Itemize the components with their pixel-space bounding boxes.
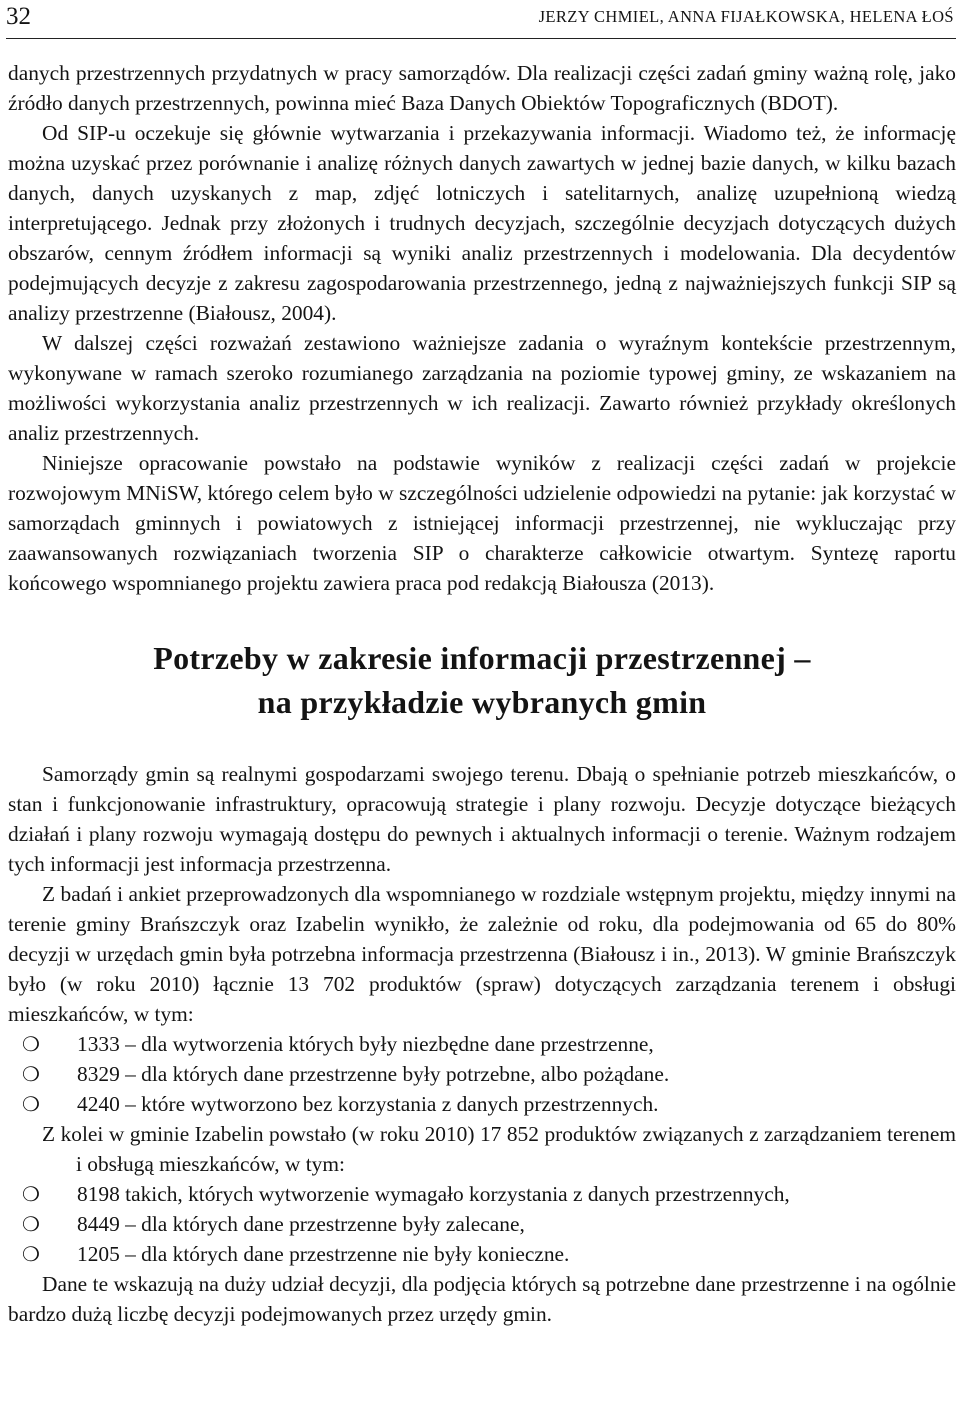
page-header	[6, 0, 956, 34]
list-item	[22, 1209, 956, 1239]
section-heading-line: Potrzeby w zakresie informacji przestrzennej –	[153, 640, 811, 676]
list-item-text: 8329 – dla których dane przestrzenne były potrzebne, albo pożądane.	[77, 1062, 670, 1086]
paragraph: Niniejsze opracowanie powstało na podstawie wyników z realizacji części zadań w projekcie rozwojowym MNiSW, którego celem było w szczególności udzielenie odpowiedzi na pytanie: jak korzystać w samorządach gminnych i powiatowych z istniejącej informacji przestrzennej, nie wykluczając przy zaawansowanych rozwiązaniach tworzenia SIP o charakterze całkowicie otwartym. Syntezę raportu końcowego wspomnianego projektu zawiera praca pod redakcją Białousza (2013).	[8, 451, 956, 595]
header-rule	[6, 38, 956, 39]
circle-bullet-icon: ❍	[22, 1182, 40, 1206]
running-title: JERZY CHMIEL, ANNA FIJAŁKOWSKA, HELENA ŁOŚ	[538, 7, 954, 26]
circle-bullet-icon: ❍	[22, 1062, 40, 1086]
paragraph: Dane te wskazują na duży udział decyzji, dla podjęcia których są potrzebne dane przestrzenne i na ogólnie bardzo dużą liczbę decyzji podejmowanych przez urzędy gmin.	[8, 1272, 956, 1326]
circle-bullet-icon: ❍	[22, 1092, 40, 1116]
bullet-list-branszczyk	[8, 1029, 956, 1119]
circle-bullet-icon: ❍	[22, 1032, 40, 1056]
list-item-text: 1333 – dla wytworzenia których były niezbędne dane przestrzenne,	[77, 1032, 654, 1056]
paragraph: Z kolei w gminie Izabelin powstało (w roku 2010) 17 852 produktów związanych z zarządzaniem terenem i obsługą mieszkańców, w tym:	[42, 1122, 956, 1176]
section-heading-line: na przykładzie wybranych gmin	[257, 684, 707, 720]
list-item	[22, 1059, 956, 1089]
list-item	[22, 1089, 956, 1119]
paragraph: Z badań i ankiet przeprowadzonych dla wspomnianego w rozdziale wstępnym projektu, między innymi na terenie gminy Brańszczyk oraz Izabelin wynikło, że zależnie od roku, dla podejmowania od 65 do 80% decyzji w urzędach gmin była potrzebna informacja przestrzenna (Białousz i in., 2013). W gminie Brańszczyk było (w roku 2010) łącznie 13 702 produktów (spraw) dotyczących zarządzania terenem i obsługi mieszkańców, w tym:	[8, 882, 956, 1026]
circle-bullet-icon: ❍	[22, 1242, 40, 1266]
list-item	[22, 1029, 956, 1059]
list-item	[22, 1179, 956, 1209]
paragraph: W dalszej części rozważań zestawiono ważniejsze zadania o wyraźnym kontekście przestrzennym, wykonywane w ramach szeroko rozumianego zarządzania na poziomie typowej gminy, ze wskazaniem na możliwości wykorzystania analiz przestrzennych w ich realizacji. Zawarto również przykłady określonych analiz przestrzennych.	[8, 331, 956, 445]
list-item-text: 8198 takich, których wytworzenie wymagało korzystania z danych przestrzennych,	[77, 1182, 790, 1206]
paragraph: Samorządy gmin są realnymi gospodarzami swojego terenu. Dbają o spełnianie potrzeb mieszkańców, o stan i funkcjonowanie infrastruktury, opracowują strategie i plany rozwoju. Decyzje dotyczące bieżących działań i plany rozwoju wymagają dostępu do pewnych i aktualnych informacji o terenie. Ważnym rodzajem tych informacji jest informacja przestrzenna.	[8, 762, 956, 876]
page-number: 32	[6, 3, 31, 30]
list-item-text: 4240 – które wytworzono bez korzystania z danych przestrzennych.	[77, 1092, 659, 1116]
list-item-text: 1205 – dla których dane przestrzenne nie były konieczne.	[77, 1242, 570, 1266]
paragraph: Od SIP-u oczekuje się głównie wytwarzania i przekazywania informacji. Wiadomo też, że informację można uzyskać przez porównanie i analizę różnych danych zawartych w jednej bazie danych, w kilku bazach danych, danych uzyskanych z map, zdjęć lotniczych i satelitarnych, analizę uzupełnioną wiedzą interpretującego. Jednak przy złożonych i trudnych decyzjach, szczególnie decyzjach dotyczących dużych obszarów, cennym źródłem informacji są wyniki analiz przestrzennych i modelowania. Dla decydentów podejmujących decyzje z zakresu zagospodarowania przestrzennego, jedną z najważniejszych funkcji SIP są analizy przestrzenne (Białousz, 2004).	[8, 121, 956, 325]
circle-bullet-icon: ❍	[22, 1212, 40, 1236]
list-item	[22, 1239, 956, 1269]
section-heading	[8, 636, 956, 724]
bullet-list-izabelin	[8, 1179, 956, 1269]
body-text	[8, 58, 956, 1329]
list-item-text: 8449 – dla których dane przestrzenne były zalecane,	[77, 1212, 525, 1236]
paragraph: danych przestrzennych przydatnych w pracy samorządów. Dla realizacji części zadań gminy ważną rolę, jako źródło danych przestrzennych, powinna mieć Baza Danych Obiektów Topograficznych (BDOT).	[8, 61, 956, 115]
